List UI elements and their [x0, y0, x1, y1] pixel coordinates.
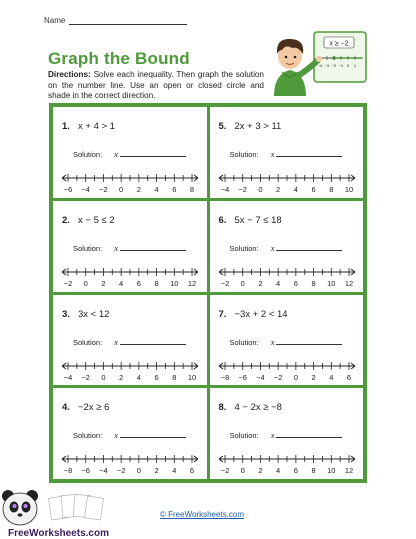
- solution-row: [73, 243, 186, 253]
- number-line[interactable]: [210, 264, 364, 292]
- board-tick-label: −4: [317, 64, 323, 68]
- solution-variable: x: [114, 149, 118, 159]
- panda-face: [3, 493, 37, 525]
- tick-label: 0: [83, 278, 88, 288]
- tick-label: −8: [220, 372, 229, 382]
- tick-label: 10: [326, 278, 335, 288]
- problem-number: 7.: [218, 308, 227, 320]
- tick-label: 6: [189, 466, 195, 476]
- solution-row: [230, 243, 343, 253]
- problem-inequality: 3x < 12: [78, 308, 110, 320]
- name-blank[interactable]: [69, 17, 187, 25]
- tick-label: 12: [344, 278, 353, 288]
- number-line[interactable]: [210, 170, 364, 198]
- solution-label: Solution:: [229, 243, 259, 253]
- solution-variable: x: [270, 430, 275, 441]
- tick-label: 4: [275, 278, 280, 288]
- tick-label: −4: [81, 185, 90, 194]
- problem-number: 3.: [62, 308, 70, 320]
- tick-label: 8: [172, 372, 177, 382]
- solution-label: Solution:: [229, 150, 259, 159]
- directions-label: Directions:: [48, 70, 91, 79]
- board-tick-label: 0: [347, 64, 349, 68]
- tick-label: 4: [275, 466, 280, 476]
- solution-variable: x: [114, 430, 118, 441]
- tick-label: 4: [154, 185, 159, 194]
- tick-label: 0: [119, 185, 124, 194]
- solution-variable: x: [270, 336, 275, 347]
- tick-label: −2: [116, 466, 126, 476]
- problem-cell: [210, 388, 364, 479]
- problem-inequality: x + 4 > 1: [78, 121, 115, 132]
- tick-label: 6: [136, 278, 141, 288]
- board-tick-label: −3: [324, 64, 330, 68]
- tick-label: 8: [154, 278, 159, 288]
- solution-label: Solution:: [73, 150, 103, 159]
- problem-inequality: −2x ≥ 6: [78, 402, 110, 414]
- tick-label: −2: [63, 278, 73, 288]
- tick-label: −6: [237, 372, 247, 382]
- tick-label: −2: [273, 372, 282, 382]
- tick-label: 2: [310, 372, 316, 382]
- solution-row: [73, 337, 186, 347]
- tick-label: −4: [99, 466, 108, 476]
- number-line[interactable]: [53, 264, 207, 292]
- solution-blank[interactable]: [120, 150, 186, 157]
- tick-label: −2: [99, 185, 108, 194]
- tick-label: 8: [310, 278, 316, 288]
- problem-cell: [210, 201, 364, 292]
- solution-blank[interactable]: [276, 338, 342, 345]
- name-field[interactable]: [44, 16, 187, 25]
- panda-logo: [2, 487, 152, 539]
- boy-pointing-illustration: [268, 24, 368, 96]
- tick-label: −2: [220, 466, 229, 476]
- problem-cell: [53, 295, 207, 386]
- tick-label: 0: [101, 372, 106, 382]
- tick-label: 2: [257, 466, 263, 476]
- number-line[interactable]: [210, 451, 364, 479]
- board-tick-label: 1: [354, 64, 356, 68]
- tick-label: 6: [293, 466, 298, 476]
- tick-label: 8: [189, 185, 195, 194]
- tick-label: −8: [63, 466, 73, 476]
- tick-label: 0: [293, 372, 298, 382]
- problem-grid-frame: [49, 103, 367, 483]
- problem-cell: [53, 107, 207, 198]
- tick-label: 6: [172, 185, 177, 194]
- tick-label: 2: [275, 185, 280, 194]
- tick-label: 12: [187, 278, 197, 288]
- tick-label: 4: [172, 466, 177, 476]
- tick-label: 4: [136, 372, 141, 382]
- tick-label: 8: [328, 185, 333, 194]
- name-label: Name: [44, 16, 66, 25]
- tick-label: 6: [154, 372, 159, 382]
- tick-label: 6: [293, 278, 298, 288]
- problem-inequality: 4 − 2x ≥ −8: [234, 402, 282, 414]
- tick-label: 0: [240, 466, 245, 476]
- tick-label: 2: [257, 278, 263, 288]
- solution-label: Solution:: [73, 337, 103, 347]
- solution-label: Solution:: [229, 337, 259, 347]
- problem-inequality: 2x + 3 > 11: [234, 121, 282, 132]
- tick-label: 4: [328, 372, 333, 382]
- tick-label: 2: [119, 372, 124, 382]
- tick-label: 10: [170, 278, 179, 288]
- tick-label: 2: [154, 466, 159, 476]
- tick-label: 2: [101, 278, 106, 288]
- solution-blank[interactable]: [120, 244, 186, 251]
- tick-label: −6: [63, 185, 73, 194]
- solution-variable: x: [270, 149, 275, 159]
- problem-grid: [53, 107, 363, 479]
- board-tick-label: −1: [338, 64, 344, 68]
- tick-label: −4: [255, 372, 265, 382]
- solution-label: Solution:: [229, 431, 259, 441]
- problem-cell: [210, 107, 364, 198]
- tick-label: −6: [81, 466, 90, 476]
- tick-label: 12: [344, 466, 353, 476]
- tick-label: 6: [346, 372, 351, 382]
- tick-label: 10: [326, 466, 335, 476]
- solution-row: [230, 149, 343, 159]
- solution-blank[interactable]: [276, 150, 342, 157]
- tick-label: 6: [310, 185, 316, 194]
- tick-label: 10: [344, 185, 353, 194]
- directions-text: Solve each inequality. Then graph the solution on the number line. Use an open or closed circle and shade in the correct direction.: [48, 70, 264, 101]
- solution-blank[interactable]: [276, 244, 342, 251]
- problem-number: 6.: [218, 214, 227, 226]
- tick-label: 4: [119, 278, 124, 288]
- problem-number: 4.: [62, 402, 70, 414]
- footer-link[interactable]: © FreeWorksheets.com: [160, 510, 244, 519]
- logo-wordmark: FreeWorksheets.com: [8, 528, 109, 539]
- tick-label: −4: [63, 372, 73, 382]
- solution-variable: x: [114, 336, 118, 347]
- solution-row: [230, 430, 343, 440]
- tick-label: −2: [237, 185, 247, 194]
- tick-label: 10: [187, 372, 197, 382]
- number-line[interactable]: [53, 170, 207, 198]
- board-inequality: x ≥ −2: [329, 40, 349, 48]
- page-title: Graph the Bound: [48, 49, 190, 68]
- problem-number: 5.: [218, 121, 227, 132]
- solution-row: [230, 337, 343, 347]
- board-tick-label: −2: [331, 64, 337, 68]
- tick-label: −2: [220, 278, 229, 288]
- number-line[interactable]: [210, 358, 364, 386]
- problem-cell: [53, 388, 207, 479]
- solution-label: Solution:: [73, 431, 103, 441]
- problem-number: 8.: [218, 402, 227, 414]
- problem-inequality: 5x − 7 ≤ 18: [234, 214, 282, 226]
- solution-blank[interactable]: [120, 431, 186, 438]
- directions: [48, 70, 264, 102]
- solution-variable: x: [270, 242, 275, 253]
- solution-blank[interactable]: [276, 431, 342, 438]
- tick-label: 8: [310, 466, 316, 476]
- solution-row: [73, 149, 186, 159]
- tick-label: 0: [136, 466, 141, 476]
- solution-variable: x: [114, 242, 118, 253]
- tick-label: −4: [220, 185, 229, 194]
- tick-label: 2: [136, 185, 141, 194]
- problem-inequality: −3x + 2 < 14: [234, 308, 288, 320]
- number-line[interactable]: [53, 451, 207, 479]
- tick-label: 0: [257, 185, 263, 194]
- problem-inequality: x − 5 ≤ 2: [78, 214, 115, 226]
- problem-number: 2.: [62, 214, 70, 226]
- problem-cell: [210, 295, 364, 386]
- problem-number: 1.: [62, 121, 70, 132]
- problem-cell: [53, 201, 207, 292]
- tick-label: −2: [81, 372, 90, 382]
- solution-label: Solution:: [73, 243, 103, 253]
- tick-label: 4: [293, 185, 298, 194]
- number-line[interactable]: [53, 358, 207, 386]
- tick-label: 0: [240, 278, 245, 288]
- solution-blank[interactable]: [120, 338, 186, 345]
- solution-row: [73, 430, 186, 440]
